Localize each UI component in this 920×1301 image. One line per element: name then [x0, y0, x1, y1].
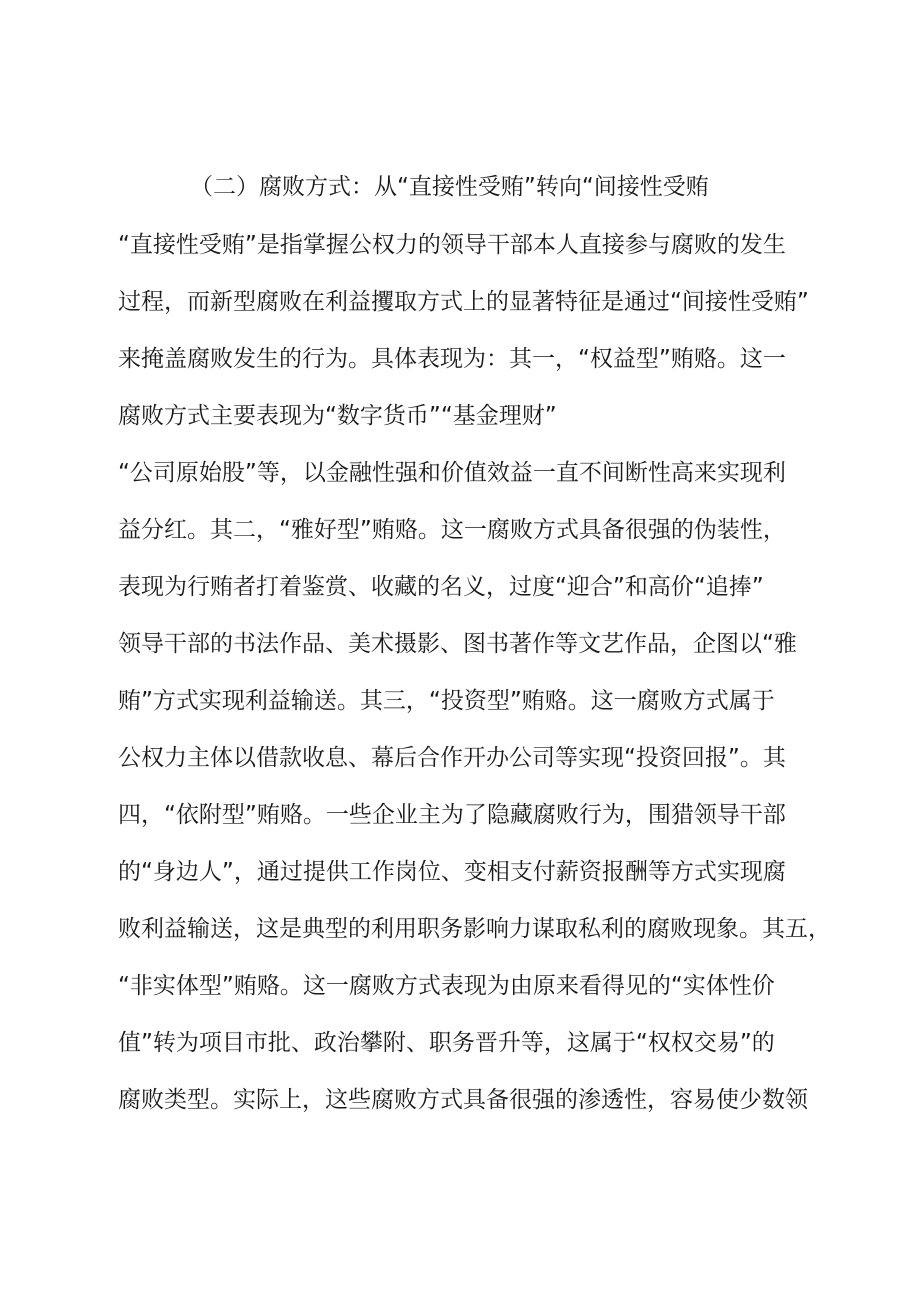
body-line-16: 腐败类型。实际上，这些腐败方式具备很强的渗透性，容易使少数领 — [118, 1087, 808, 1113]
body-line-3: 来掩盖腐败发生的行为。具体表现为：其一，“权益型”贿赂。这一 — [118, 346, 786, 372]
section-heading: （二）腐败方式：从“直接性受贿”转向“间接性受贿 — [190, 174, 709, 200]
body-line-9: 贿”方式实现利益输送。其三，“投资型”贿赂。这一腐败方式属于 — [118, 688, 775, 714]
body-line-10: 公权力主体以借款收息、幕后合作开办公司等实现“投资回报”。其 — [118, 745, 786, 771]
body-line-5: “公司原始股”等，以金融性强和价值效益一直不间断性高来实现利 — [118, 460, 786, 486]
body-line-13: 败利益输送，这是典型的利用职务影响力谋取私利的腐败现象。其五， — [118, 916, 831, 942]
body-line-1: “直接性受贿”是指掌握公权力的领导干部本人直接参与腐败的发生 — [118, 232, 786, 258]
body-line-2: 过程，而新型腐败在利益攫取方式上的显著特征是通过“间接性受贿” — [118, 289, 809, 315]
body-line-11: 四，“依附型”贿赂。一些企业主为了隐藏腐败行为，围猎领导干部 — [118, 802, 786, 828]
body-line-7: 表现为行贿者打着鉴赏、收藏的名义，过度“迎合”和高价“追捧” — [118, 574, 764, 600]
body-line-8: 领导干部的书法作品、美术摄影、图书著作等文艺作品，企图以“雅 — [118, 631, 797, 657]
body-line-12: 的“身边人”，通过提供工作岗位、变相支付薪资报酬等方式实现腐 — [118, 859, 786, 885]
body-line-14: “非实体型”贿赂。这一腐败方式表现为由原来看得见的“实体性价 — [118, 973, 775, 999]
body-line-6: 益分红。其二，“雅好型”贿赂。这一腐败方式具备很强的伪装性， — [118, 517, 786, 543]
body-line-15: 值”转为项目市批、政治攀附、职务晋升等，这属于“权权交易”的 — [118, 1030, 775, 1056]
body-line-4: 腐败方式主要表现为“数字货币”“基金理财” — [118, 403, 557, 429]
